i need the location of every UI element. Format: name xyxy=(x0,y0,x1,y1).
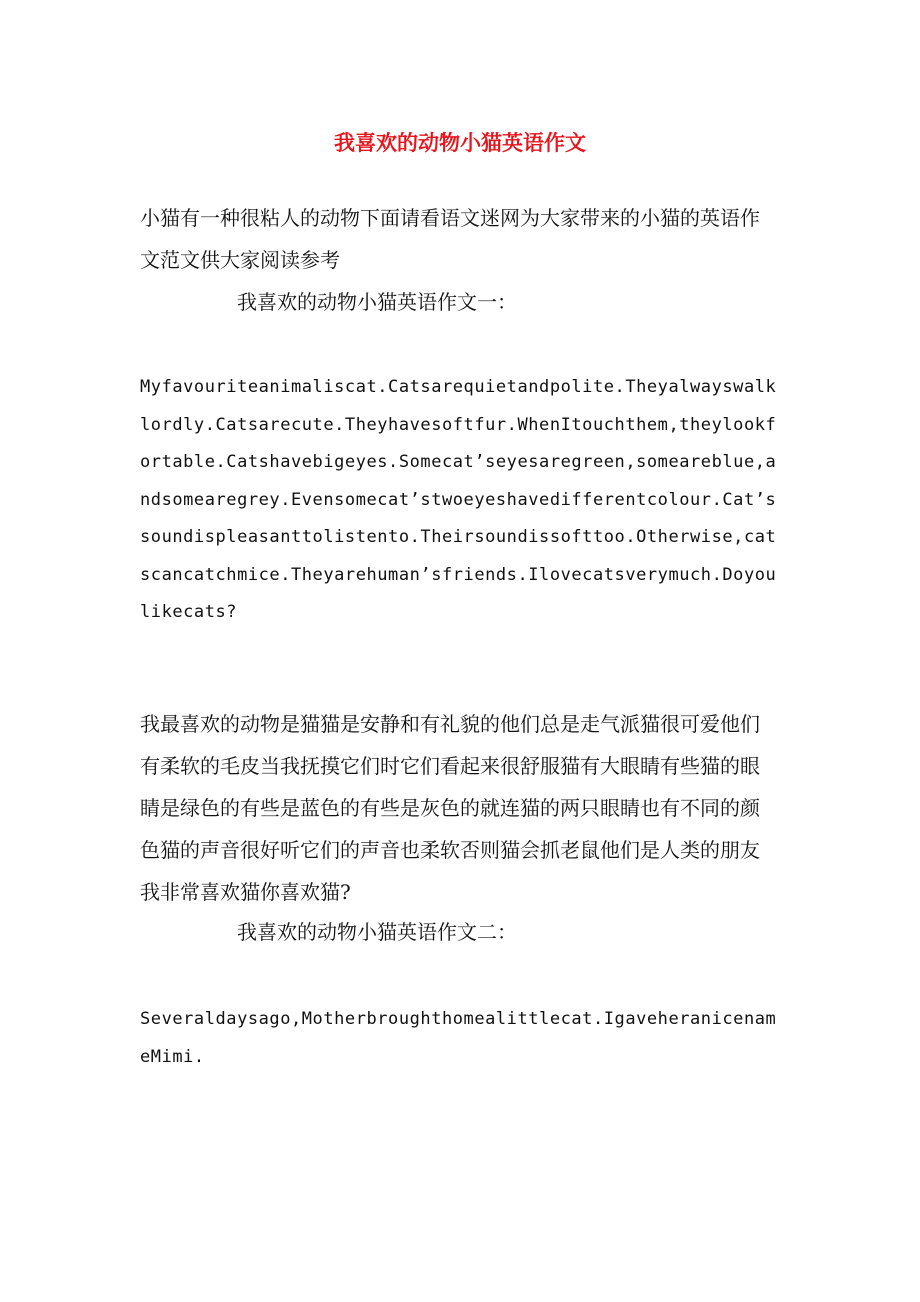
essay-one-chinese: 我最喜欢的动物是猫猫是安静和有礼貌的他们总是走气派猫很可爱他们有柔软的毛皮当我抚摸它们时它们看起来很舒服猫有大眼睛有些猫的眼睛是绿色的有些是蓝色的有些是灰色的就连猫的两只眼睛也有不同的颜色猫的声音很好听它们的声音也柔软否则猫会抓老鼠他们是人类的朋友我非常喜欢猫你喜欢猫? xyxy=(140,712,760,904)
essay-two-english: Severaldaysago,Motherbroughthomealittlecat.IgaveheranicenameMimi. xyxy=(140,1009,777,1067)
essay-one-heading: 我喜欢的动物小猫英语作文一： xyxy=(237,290,517,314)
essay-one-english: Myfavouriteanimaliscat.Catsarequietandpolite.Theyalwayswalklordly.Catsarecute.Theyhavesoftfur.WhenItouchthem,theylookfortable.Catshavebigeyes.Somecat’seyesaregreen,someareblue,andsomearegrey.Evensomecat’stwoeyeshavedifferentcolour.Cat’ssoundispleasanttolistento.Theirsoundissofttoo.Otherwise,catscancatchmice.Theyarehuman’sfriends.Ilovecatsverymuch.Doyoulikecats? xyxy=(140,377,777,622)
essay-two-heading: 我喜欢的动物小猫英语作文二： xyxy=(237,920,517,944)
intro-paragraph: 小猫有一种很粘人的动物下面请看语文迷网为大家带来的小猫的英语作文范文供大家阅读参考 xyxy=(140,206,760,272)
document-title: 我喜欢的动物小猫英语作文 xyxy=(334,130,586,156)
